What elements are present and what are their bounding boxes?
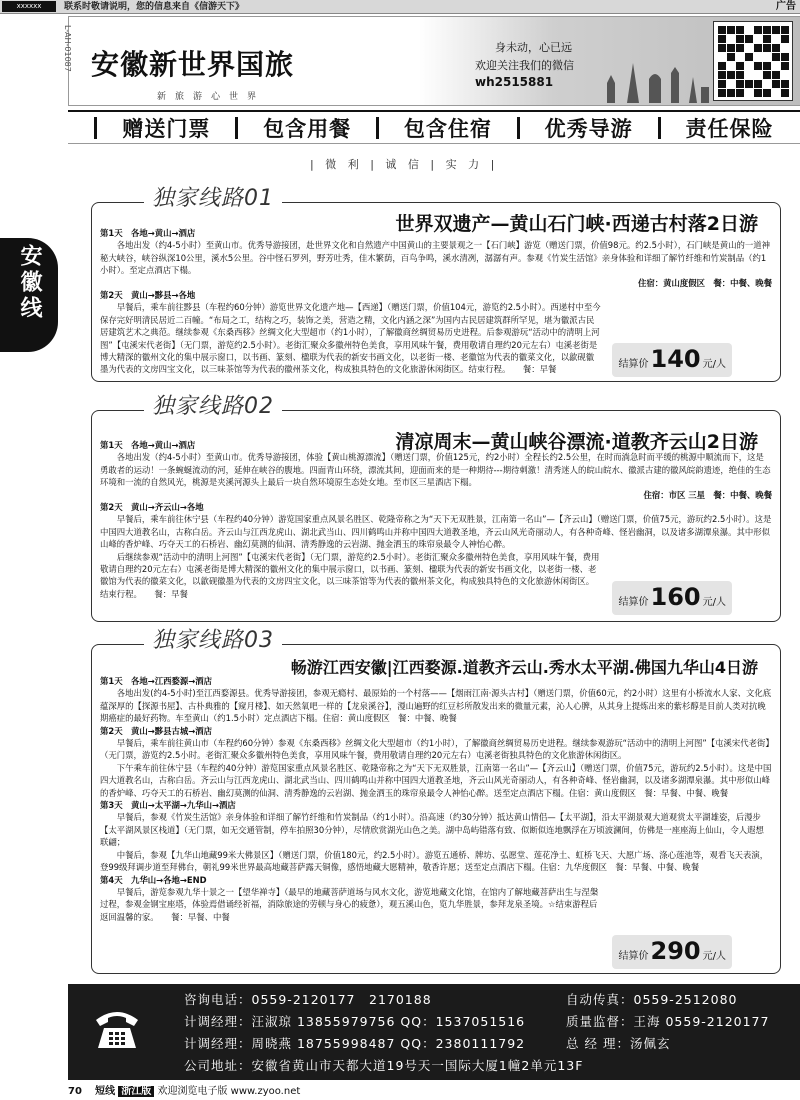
day-description: 后继续参观“活动中的清明上河图”【屯溪宋代老街】（无门票，游览约2.5小时）。老街汇聚众多徽州特色美食，享用风味午餐，费用敬请自理约20元左右）屯溪老街是博大精深的徽州文化的集中展示窗口，以书画、篆刻、楹联为代表的新安书画文化，以老街一楼、老徽馆为代表的徽菜文化，以歙砚徽墨为代表的文房四宝文化，以三味茶馆等为代表的徽州茶文化，构成独具特色的文化旅游休闲街区。结束行程。 餐：早餐 (100, 551, 600, 599)
agency-name: 安徽新世界国旅 (91, 48, 295, 81)
day-description: 下午乘车前往休宁县（车程约40分钟）游览国家重点风景名胜区、乾隆帝称之为“天下无双胜景，江南第一名山”—【齐云山】（赠送门票，价值75元，游玩约2.5小时）。这是中国四大道教名山，古称白岳。齐云山与江西龙虎山、湖北武当山、四川鹤鸣山并称中国四大道教圣地，齐云山风光奇丽动人，有各种奇峰、怪岩幽洞，以及诸多湖潭泉瀑。其中形似山峰的香炉峰、巧夺天工的石桥岩、幽幻莫测的仙洞、清秀静逸的云岩湖、抛金洒玉的珠帘泉最令人神怡心醉。送至定点酒店下榻。住宿：黄山度假区 餐：早餐、中餐、晚餐 (100, 762, 772, 798)
auto-fax: 自动传真：0559-2512080 (566, 992, 738, 1007)
magazine-logo: xxxxxx (2, 1, 56, 12)
benefit-meals: 包含用餐 (263, 116, 352, 141)
benefit-tickets: 赠送门票 (122, 116, 211, 141)
day-description: 中餐后，参观【九华山地藏99米大佛景区】（赠送门票，价值180元，约2.5小时）。游览五通桥、牌坊、弘愿堂、莲花净土、虹桥飞天、大愿广场、涤心莲池等，观看飞天表演，登99级拜调步道至拜佛台，朝礼99米世界最高地藏菩萨露天铜像，感悟地藏大愿精神，敬香许愿；送至定点酒店下榻。住宿：九华度假区 餐：早餐、中餐、晚餐 (100, 849, 769, 873)
price-value: 160 (650, 583, 701, 611)
motto-line: | 微 利 | 诚 信 | 实 力 | (310, 158, 499, 171)
slogan-panel (419, 17, 800, 105)
day-description: 各地出发(约4-5小时)至江西婺源县。优秀导游接团，参观无瘾村、最原始的一个村落——【烟雨江南·源头古村】（赠送门票，价值60元，约2小时）这里有小桥流水人家、文化底蕴深厚的【探源书屋】、古朴典雅的【窥月楼】、如天然氧吧一样的【龙泉溪谷】，漫山遍野的红豆杉所散发出来的微量元素，沁人心脾，从其身上提炼出来的紫杉醇是目前人类对抗晚期癌症的最好药物。车至黄山（约1.5小时）定点酒店下榻。住宿：黄山度假区 餐：中餐、晚餐 (100, 688, 772, 724)
day-heading: 第2天 黄山→齐云山→各地 (100, 502, 204, 513)
day-heading: 第1天 各地→黄山→酒店 (100, 228, 196, 238)
page-number: 70 (68, 1086, 82, 1097)
route-title: 世界双遗产—黄山石门峡·西递古村落2日游 (395, 213, 758, 235)
wechat-invite: 欢迎关注我们的微信 (475, 59, 574, 72)
price-unit: 元/人 (702, 597, 726, 608)
day-description: 各地出发（约4-5小时）至黄山市。优秀导游接团，体验【黄山桃源漂流】（赠送门票，价值125元，约2小时）全程长约2.5公里，在时而淌急时而平缓的桃源中顺流而下，这是勇敢者的运动！一条蜿蜒流动的河，延伸在峡谷的腹地。四面青山环绕，漂流其间，迎面而来的是一种期待---期待刺激！清秀迷人的皖山皖水、徽派古建的徽风皖韵遗迹，绝佳的生态环境和一流的自然风光，桃源是夹溪河源头上最后一块自然环境原生态处女地。至市区三星酒店下榻。 (100, 452, 771, 488)
contact-notice: 联系时敬请说明，您的信息来自《信游天下》 (64, 2, 245, 12)
telephone-icon (92, 1006, 142, 1050)
day-description: 早餐后，乘车前往黄山市（车程约60分钟）参观《东桑西移》丝绸文化大型超市（约1小时），了解徽商丝绸贸易历史进程。继续参观游玩“活动中的清明上河图”【屯溪宋代老街】（无门票，游览约2.5小时。老街汇聚众多徽州特色美食，享用风味午餐，费用敬请自理约20元左右）屯溪老街独具特色的文化旅游休闲街区。 (100, 738, 770, 761)
benefit-insurance: 责任保险 (685, 116, 774, 141)
slogan-line: 身未动，心已远 (495, 41, 572, 54)
price-label: 结算价 (618, 597, 649, 608)
landmarks-icon (597, 53, 717, 103)
day-heading: 第1天 各地→黄山→酒店 (100, 440, 196, 450)
quality-supervisor: 质量监督：王海 0559-2120177 (566, 1014, 770, 1029)
price-label: 结算价 (618, 359, 649, 370)
route-title: 清凉周末—黄山峡谷漂流·道教齐云山2日游 (395, 431, 758, 453)
route-title: 畅游江西安徽|江西婺源.道教齐云山.秀水太平湖.佛国九华山4日游 (290, 658, 758, 677)
route-tag: 独家线路03 (144, 623, 282, 654)
day-heading: 第1天 各地→江西婺源→酒店 (100, 676, 212, 686)
section-tab-anhui (0, 238, 58, 352)
day-description: 早餐后，游览参观九华十景之一【望华禅寺】（最早的地藏菩萨道场与风水文化，游览地藏文化馆，在馆内了解地藏菩萨出生与涅槃过程，参观金钢宝座塔，体验焉借诵经祈福，消除旅途的劳顿与身心的疲惫），观五溪山色，览九华胜景，参拜龙泉圣境。☆结束游程后返回温馨的家。 餐：早餐、中餐 (100, 886, 599, 922)
top-bar (0, 0, 800, 14)
day-description: 早餐后，乘车前往休宁县（车程约40分钟）游览国家重点风景名胜区、乾隆帝称之为“天下无双胜景，江南第一名山”—【齐云山】（赠送门票，价值75元，游玩约2.5小时）。这是中国四大道教名山，古称白岳。齐云山与江西龙虎山、湖北武当山、四川鹤鸣山并称中国四大道教圣地，齐云山风光奇丽动人，有各种奇峰、怪岩幽洞，以及诸多湖潭泉瀑。其中形似山峰的香炉峰、巧夺天工的石桥岩、幽幻莫测的仙洞、清秀静逸的云岩湖、抛金洒玉的珠帘泉最令人神怡心醉。 (100, 514, 772, 550)
route-card-3 (91, 628, 781, 974)
price-value: 290 (650, 937, 701, 965)
price-value: 140 (650, 345, 701, 373)
route-card-1 (91, 186, 781, 382)
planner-contact-2: 计调经理：周晓燕 18755998487 QQ：2380111792 (184, 1036, 526, 1051)
company-address: 公司地址：安徽省黄山市天都大道19号天一国际大厦1幢2单元13F (184, 1058, 584, 1073)
license-code: L-AH-01087 (63, 25, 72, 72)
price-unit: 元/人 (702, 951, 726, 962)
benefit-lodging: 包含住宿 (403, 116, 492, 141)
price-tag (615, 937, 730, 965)
section-name: 短线 (95, 1086, 116, 1097)
route-card-2 (91, 394, 781, 622)
route-itinerary (100, 675, 772, 923)
inquiry-phone: 咨询电话：0559-2120177 2170188 (184, 992, 432, 1007)
route-tag: 独家线路02 (144, 389, 282, 420)
day-heading: 第2天 黄山→黟县古城→酒店 (100, 725, 212, 736)
contact-panel (68, 984, 800, 1080)
price-tag (615, 583, 730, 611)
route-tag: 独家线路01 (144, 181, 282, 212)
wechat-id: wh2515881 (475, 75, 554, 89)
day-description: 早餐后，参观《竹炭生活馆》亲身体验和详细了解竹纤维和竹炭制品（约1小时）。沿高速（约30分钟）抵达黄山情侣—【太平湖】，沿太平湖景观大道观赏太平湖雄姿，后漫步【太平湖风景区栈道】（无门票，如无交通管制，停车拍照30分钟），尽情欣赏湖光山色之美。湖中岛屿错落有致、似断似连地飘浮在万顷波澜间，仿佛是一座座海上仙山，令人遐想联翩； (100, 812, 764, 848)
day-heading: 第3天 黄山→太平湖→九华山→酒店 (100, 800, 236, 811)
ad-label: 广告 (776, 1, 796, 12)
benefits-bar (68, 110, 800, 144)
wechat-qr-code[interactable] (713, 21, 793, 101)
section-tab-label: 安徽线 (17, 244, 42, 322)
day-heading: 第2天 黄山→黟县→各地 (100, 290, 196, 301)
benefit-guides: 优秀导游 (544, 116, 633, 141)
edition-badge: 浙江版 (118, 1086, 154, 1097)
price-tag (615, 345, 730, 373)
general-manager: 总 经 理：汤佩玄 (566, 1036, 671, 1051)
agency-header (63, 16, 800, 106)
planner-contact-1: 计调经理：汪淑琼 13855979756 QQ：1537051516 (184, 1014, 526, 1029)
day-description: 各地出发（约4-5小时）至黄山市。优秀导游接团，赴世界文化和自然遗产中国黄山的主要景观之一【石门峡】游览（赠送门票，价值98元。约2.5小时），石门峡是黄山的一道神秘大峡谷，峡谷纵深10公里，溪水5公里。谷中怪石罗列，野芳吐秀，佳木繁荫，百鸟争鸣，溪水清冽，潺潺有声。参观《竹炭生活馆》亲身体验和详细了解竹纤维和竹炭制品（约1小时）。至定点酒店下榻。 (100, 240, 770, 276)
day-heading: 第4天 九华山→各地→END (100, 874, 207, 885)
page-footer (68, 1084, 800, 1100)
price-label: 结算价 (618, 951, 649, 962)
website-link[interactable]: 欢迎浏览电子版 www.zyoo.net (157, 1086, 301, 1097)
day-description: 早餐后，乘车前往黟县（车程约60分钟）游览世界文化遗产地—【西递】（赠送门票，价值104元，游览约2.5小时）。西递村中至今保存完好明清民居近二百幢。“布局之工，结构之巧，装饰之美，营造之精，文化内涵之深”为国内古民居建筑群所罕见，堪为徽派古民居建筑艺术之典范。继续参观《东桑西移》丝绸文化大型超市（约1小时），了解徽商丝绸贸易历史进程。后参观游玩“活动中的清明上河图”【屯溪宋代老街】（无门票，游览约2.5小时）。老街汇聚众多徽州特色美食，享用风味午餐，费用敬请自理约20元左右）屯溪老街是博大精深的徽州文化的集中展示窗口，以书画、篆刻、楹联为代表的新安书画文化，以老街一楼、老徽馆为代表的徽菜文化，以歙砚徽墨为代表的文房四宝文化，以三味茶馆等为代表的徽州茶文化，构成独具特色的文化旅游休闲街区。结束行程。 餐：早餐 (100, 302, 601, 375)
price-unit: 元/人 (702, 359, 726, 370)
agency-tagline: 新旅游心世界 (157, 92, 266, 102)
route-itinerary (100, 439, 772, 600)
lodging-meals: 住宿：市区 三星 餐：中餐、晚餐 (643, 489, 772, 500)
lodging-meals: 住宿：黄山度假区 餐：中餐、晚餐 (638, 277, 772, 288)
